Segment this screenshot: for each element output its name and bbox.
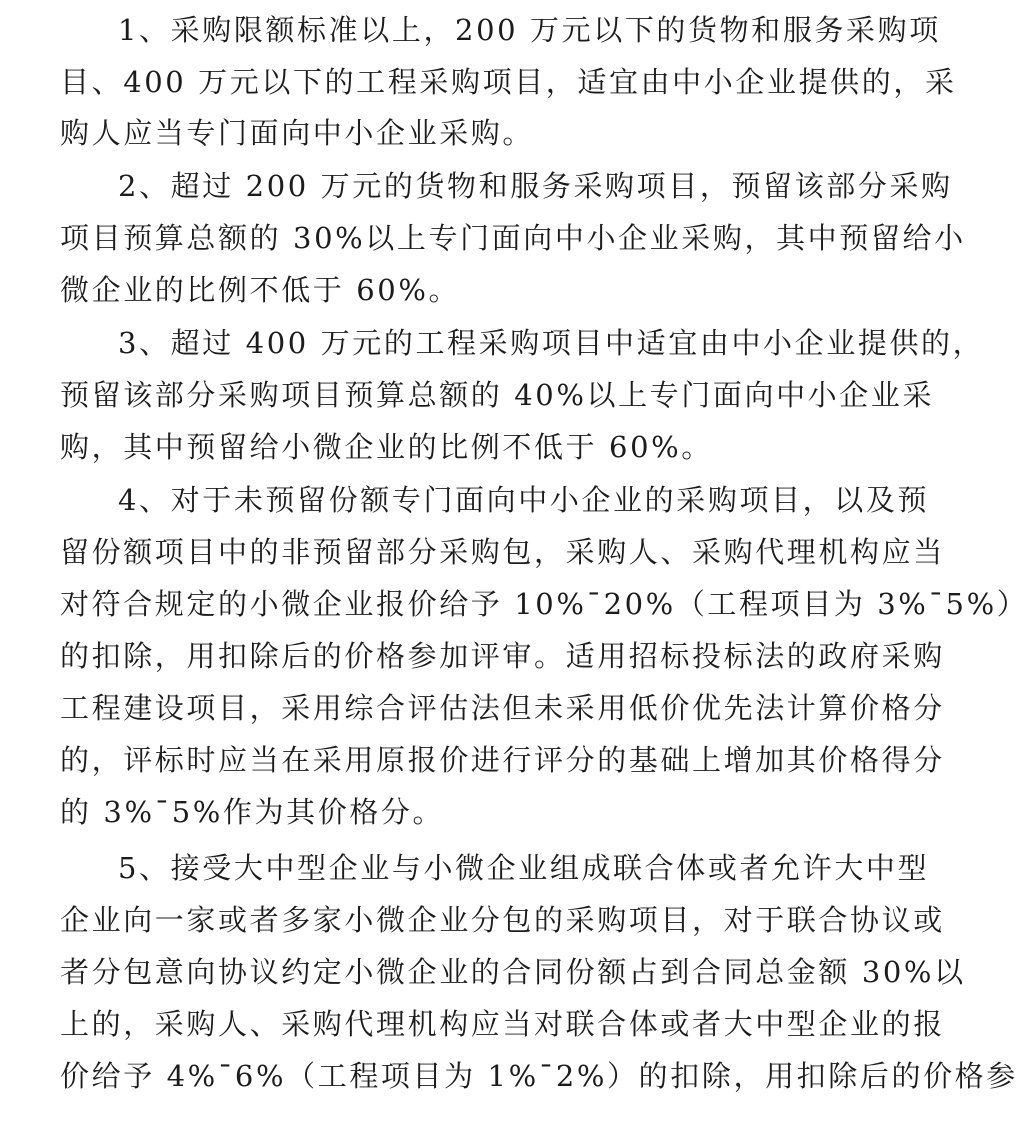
paragraph-2-line-2: 项目预算总额的 30%以上专门面向中小企业采购，其中预留给小 — [60, 221, 966, 255]
paragraph-3-line-2: 预留该部分采购项目预算总额的 40%以上专门面向中小企业采 — [60, 378, 935, 412]
paragraph-1-line-3: 购人应当专门面向中小企业采购。 — [60, 116, 535, 150]
paragraph-1-line-1: 1、采购限额标准以上，200 万元以下的货物和服务采购项 — [118, 13, 941, 47]
paragraph-4-line-3: 对符合规定的小微企业报价给予 10%¯20%（工程项目为 3%¯5%） — [60, 587, 1028, 621]
paragraph-5-line-1: 5、接受大中型企业与小微企业组成联合体或者允许大中型 — [118, 851, 930, 885]
paragraph-4-line-7: 的 3%¯5%作为其价格分。 — [60, 795, 445, 829]
paragraph-4-line-1: 4、对于未预留份额专门面向中小企业的采购项目，以及预 — [118, 483, 930, 517]
paragraph-1-line-2: 目、400 万元以下的工程采购项目，适宜由中小企业提供的，采 — [60, 65, 957, 99]
paragraph-5-line-3: 者分包意向协议约定小微企业的合同份额占到合同总金额 30%以 — [60, 955, 966, 989]
paragraph-2-line-3: 微企业的比例不低于 60%。 — [60, 273, 461, 307]
paragraph-2-line-1: 2、超过 200 万元的货物和服务采购项目，预留该部分采购 — [118, 169, 953, 203]
paragraph-4-line-4: 的扣除，用扣除后的价格参加评审。适用招标投标法的政府采购 — [60, 639, 945, 673]
paragraph-4-line-2: 留份额项目中的非预留部分采购包，采购人、采购代理机构应当 — [60, 535, 945, 569]
paragraph-5-line-5: 价给予 4%¯6%（工程项目为 1%¯2%）的扣除，用扣除后的价格参 — [60, 1059, 1018, 1093]
paragraph-5-line-2: 企业向一家或者多家小微企业分包的采购项目，对于联合协议或 — [60, 903, 945, 937]
paragraph-4-line-6: 的，评标时应当在采用原报价进行评分的基础上增加其价格得分 — [60, 743, 945, 777]
paragraph-3-line-1: 3、超过 400 万元的工程采购项目中适宜由中小企业提供的， — [118, 326, 985, 360]
paragraph-3-line-3: 购，其中预留给小微企业的比例不低于 60%。 — [60, 430, 713, 464]
paragraph-4-line-5: 工程建设项目，采用综合评估法但未采用低价优先法计算价格分 — [60, 691, 945, 725]
paragraph-5-line-4: 上的，采购人、采购代理机构应当对联合体或者大中型企业的报 — [60, 1007, 945, 1041]
